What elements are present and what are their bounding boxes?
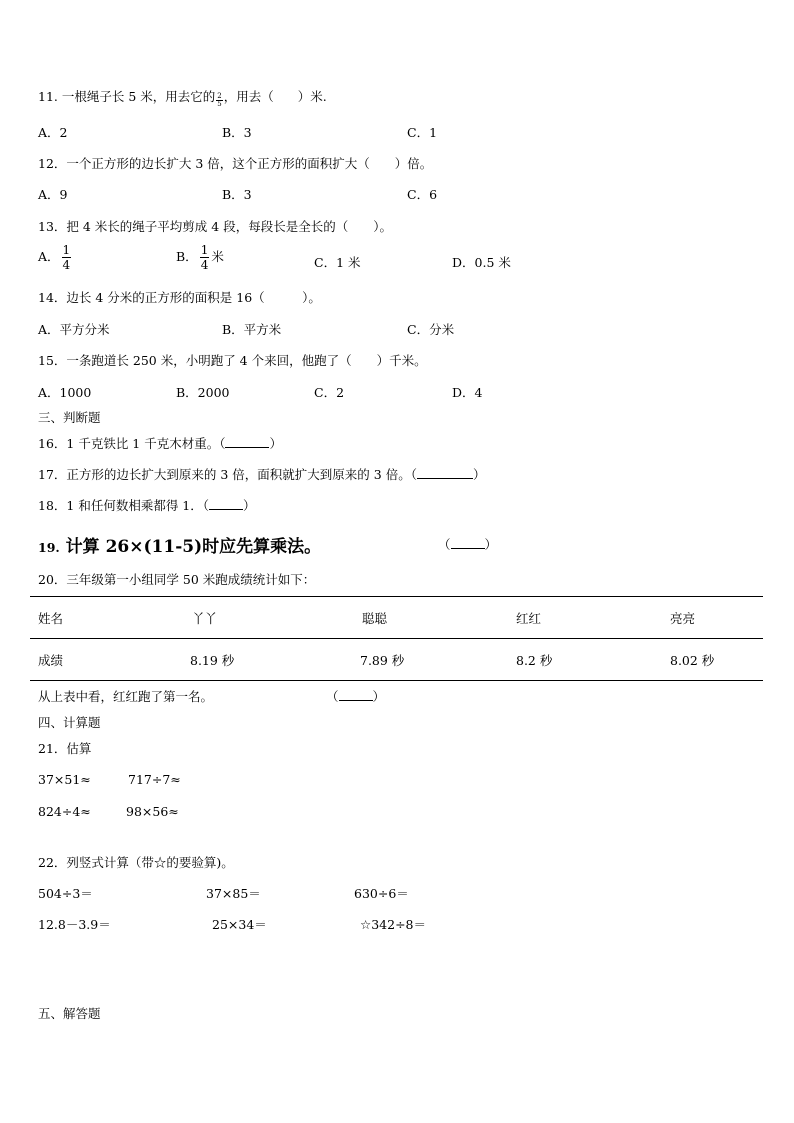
- table-header-cell: 亮亮: [662, 597, 763, 639]
- q11-frac-numerator: 2: [217, 92, 222, 100]
- section-5-heading: 五、解答题: [38, 1006, 101, 1021]
- q20-answer: [326, 688, 385, 706]
- table-cell: 8.02 秒: [662, 639, 763, 681]
- table-row: [30, 639, 763, 681]
- q21-item: 37×51≈: [38, 772, 91, 787]
- table-header-cell: 聪聪: [342, 597, 508, 639]
- q19-answer-blank[interactable]: [451, 536, 485, 549]
- question-14: 14．边长 4 分米的正方形的面积是 16（ ）。: [38, 290, 321, 305]
- table-header-row: [30, 597, 763, 639]
- q22-item: 630÷6＝: [354, 886, 409, 901]
- q14-option-b: B．平方米: [222, 322, 282, 337]
- q12-option-c: C．6: [407, 187, 438, 202]
- q13-a-denominator: 4: [62, 258, 71, 272]
- q14-option-a: A．平方分米: [38, 322, 110, 337]
- question-20: 20．三年级第一小组同学 50 米跑成绩统计如下：: [38, 572, 316, 587]
- q15-option-c: C．2: [314, 385, 345, 400]
- q22-item: 37×85＝: [206, 886, 261, 901]
- q13-option-a-fraction: [62, 244, 72, 271]
- q13-option-b: [176, 244, 224, 271]
- q16-answer-blank[interactable]: [225, 435, 269, 448]
- q11-fraction: [216, 93, 222, 108]
- q13-option-b-fraction: [200, 244, 210, 271]
- question-11: [38, 88, 327, 108]
- q11-number: 11.: [38, 89, 58, 104]
- q11-text-pre: 一根绳子长 5 米，用去它的: [61, 89, 216, 104]
- q13-option-c: C．1 米: [314, 255, 361, 270]
- section-3-heading: 三、判断题: [38, 410, 101, 425]
- q13-option-a: [38, 244, 73, 271]
- q17-answer-blank[interactable]: [417, 466, 473, 479]
- q20-paren-open: （: [326, 689, 339, 704]
- question-19: [38, 532, 321, 557]
- table-header-cell: 姓名: [30, 597, 172, 639]
- q22-item: 12.8－3.9＝: [38, 917, 111, 932]
- q17-text: 17．正方形的边长扩大到原来的 3 倍，面积就扩大到原来的 3 倍。（: [38, 467, 417, 482]
- q11-text-end: ）米.: [297, 89, 327, 104]
- q19-answer: [438, 536, 497, 554]
- q21-item: 717÷7≈: [128, 772, 181, 787]
- q12-option-b: B．3: [222, 187, 252, 202]
- table-cell: 8.2 秒: [508, 639, 662, 681]
- q19-text: 计算 26×(11-5)时应先算乘法。: [65, 537, 322, 557]
- q19-paren-open: （: [438, 537, 451, 552]
- question-13: 13．把 4 米长的绳子平均剪成 4 段，每段长是全长的（ ）。: [38, 219, 392, 234]
- q22-item: 25×34＝: [212, 917, 267, 932]
- q18-text: 18．1 和任何数相乘都得 1．（: [38, 498, 210, 513]
- q22-item: ☆342÷8＝: [360, 917, 426, 932]
- q22-item: 504÷3＝: [38, 886, 93, 901]
- q13-a-numerator: 1: [62, 243, 71, 257]
- q18-text-end: ）: [243, 498, 256, 513]
- q11-option-a: A．2: [38, 125, 68, 140]
- table-cell: 7.89 秒: [342, 639, 508, 681]
- question-12: 12．一个正方形的边长扩大 3 倍，这个正方形的面积扩大（ ）倍。: [38, 156, 433, 171]
- question-21-title: 21．估算: [38, 741, 92, 756]
- q13-b-denominator: 4: [200, 258, 209, 272]
- q16-text-end: ）: [269, 436, 282, 451]
- q18-answer-blank[interactable]: [209, 497, 243, 510]
- q21-item: 98×56≈: [126, 804, 179, 819]
- score-table: [30, 596, 763, 681]
- section-4-heading: 四、计算题: [38, 715, 101, 730]
- q14-option-c: C．分米: [407, 322, 455, 337]
- q15-option-b: B．2000: [176, 385, 230, 400]
- question-16: [38, 435, 282, 453]
- q11-option-b: B．3: [222, 125, 252, 140]
- question-18: [38, 497, 256, 515]
- q12-option-a: A．9: [38, 187, 68, 202]
- q11-frac-denominator: 5: [217, 100, 222, 108]
- q20-statement: 从上表中看，红红跑了第一名。: [38, 689, 214, 704]
- q15-option-d: D．4: [452, 385, 483, 400]
- q13-b-numerator: 1: [200, 243, 209, 257]
- q21-item: 824÷4≈: [38, 804, 91, 819]
- q13-option-b-label: B．: [176, 249, 198, 264]
- q13-option-b-unit: 米: [211, 249, 224, 264]
- q20-paren-close: ）: [372, 689, 386, 704]
- q11-option-c: C．1: [407, 125, 438, 140]
- question-17: [38, 466, 485, 484]
- q13-option-a-label: A．: [38, 249, 60, 264]
- question-22-title: 22．列竖式计算（带☆的要验算)。: [38, 855, 234, 870]
- table-cell: 8.19 秒: [172, 639, 342, 681]
- table-header-cell: 丫丫: [172, 597, 342, 639]
- q16-text: 16．1 千克铁比 1 千克木材重。（: [38, 436, 226, 451]
- q11-text-post: ，用去（: [223, 89, 274, 104]
- table-header-cell: 红红: [508, 597, 662, 639]
- q20-answer-blank[interactable]: [339, 688, 373, 701]
- q15-option-a: A．1000: [38, 385, 92, 400]
- question-15: 15．一条跑道长 250 米，小明跑了 4 个来回，他跑了（ ）千米。: [38, 353, 427, 368]
- q19-paren-close: ）: [484, 537, 498, 552]
- q13-option-d: D．0.5 米: [452, 255, 511, 270]
- table-cell: 成绩: [30, 639, 172, 681]
- q19-number: 19.: [38, 540, 60, 555]
- q17-text-end: ）: [472, 467, 486, 482]
